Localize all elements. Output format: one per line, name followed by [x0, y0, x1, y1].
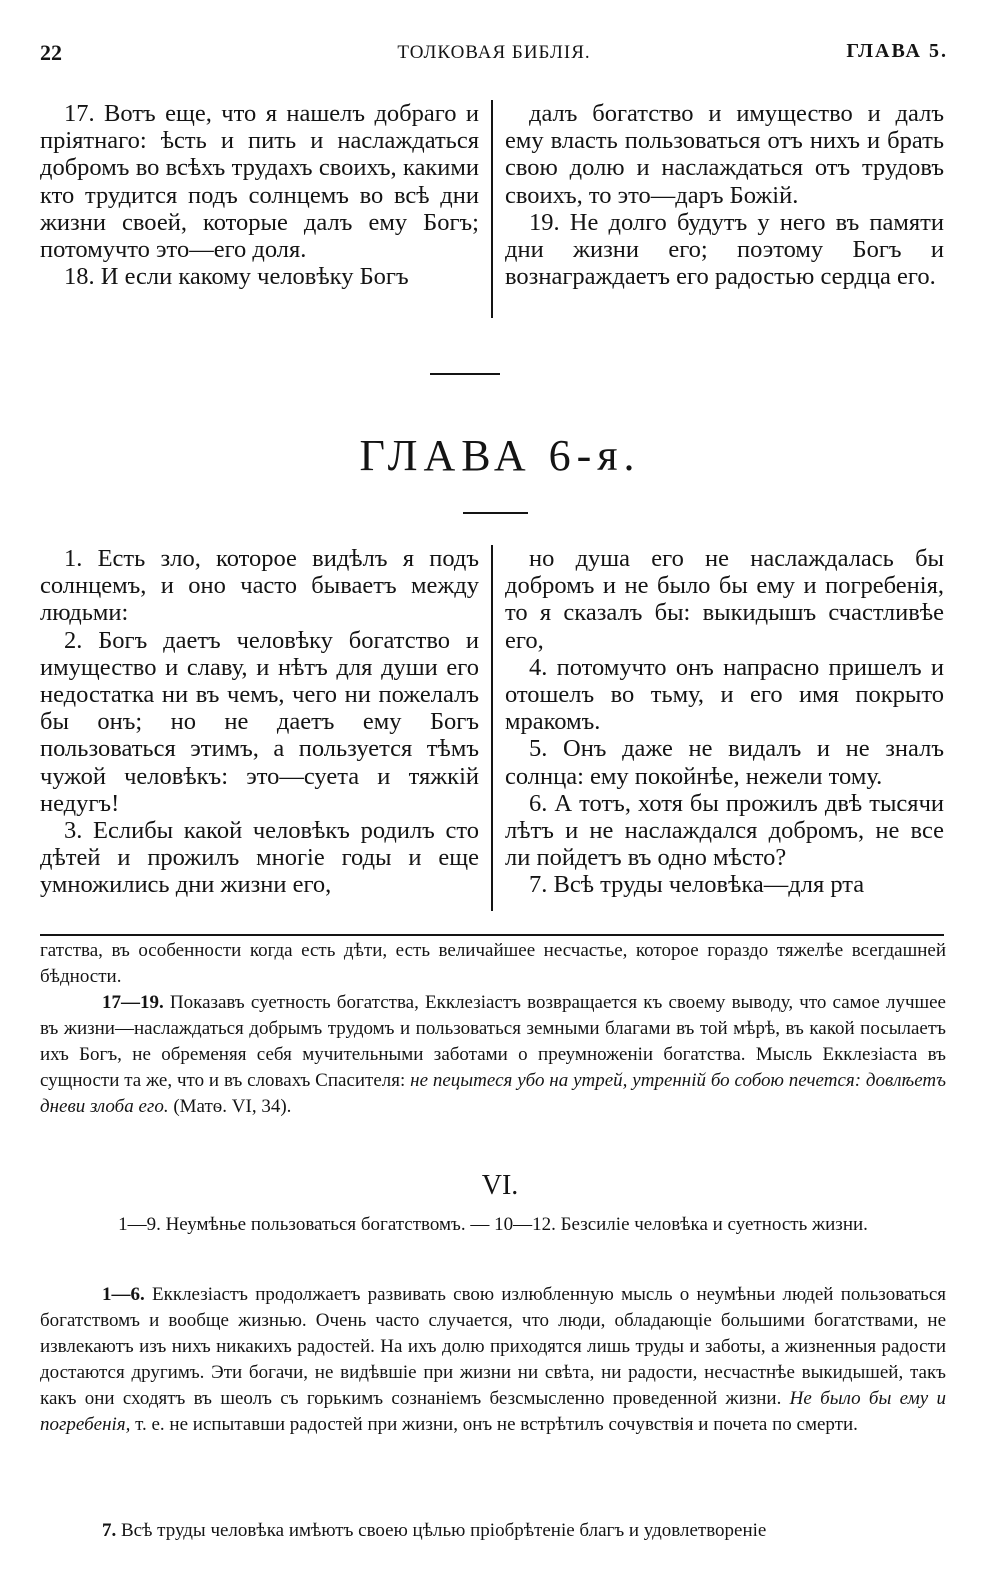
- commentary-continuation: гатства, въ особенности когда есть дѣти, есть величайшее несчастье, которое гораздо тяжелѣе всегдашней бѣдности.: [40, 940, 946, 987]
- commentary-text: Показавъ суетность богатства, Екклезіастъ возвращается къ своему выводу, что самое лучшее въ жизни—наслаждаться добрымъ трудомъ и пользоваться земными благами въ той мѣрѣ, въ какой посылаетъ ихъ Богъ, не обременяя себя мучительными заботами о преумноженіи богатства. Мысль Екклезіаста въ сущности та же, что и въ словахъ Спасителя:: [40, 992, 946, 1091]
- book-title: ТОЛКОВАЯ БИБЛІЯ.: [397, 42, 591, 63]
- commentary-text: Всѣ труды человѣка имѣютъ своею цѣлью пріобрѣтеніе благъ и удовлетвореніе: [116, 1520, 767, 1541]
- verse-17: 17. Вотъ еще, что я нашелъ добраго и пріятнаго: ѣсть и пить и наслаждаться добромъ во всѣхъ трудахъ своихъ, какими кто трудится подъ солнцемъ во всѣ дни жизни своей, которые далъ ему Богъ; потомучто это—его доля.: [40, 100, 479, 264]
- chapter-5-verses: [40, 100, 944, 318]
- left-column: [40, 545, 493, 911]
- verse-1: 1. Есть зло, которое видѣлъ я подъ солнцемъ, и оно часто бываетъ между людьми:: [40, 545, 479, 627]
- verse-5: 5. Онъ даже не видалъ и не зналъ солнца: ему покойнѣе, нежели тому.: [505, 735, 944, 790]
- verse-6: 6. А тотъ, хотя бы прожилъ двѣ тысячи лѣтъ и не наслаждался добромъ, не все ли пойдетъ въ одно мѣсто?: [505, 789, 944, 872]
- chapter-6-verses: [40, 545, 944, 911]
- right-column: [493, 100, 944, 318]
- right-column: [493, 545, 944, 911]
- commentary-text-end: т. е. не испытавши радостей при жизни, онъ не встрѣтилъ сочувствія и почета по смерти.: [130, 1414, 858, 1435]
- commentary-17-19: [40, 990, 946, 1120]
- chapter-rule-bottom: [463, 512, 528, 514]
- commentary-verse-ref: 17—19.: [102, 992, 164, 1013]
- chapter-rule-top: [430, 373, 500, 375]
- page-number: 22: [40, 40, 62, 65]
- section-number: VI.: [481, 1170, 519, 1201]
- verse-3-cont: но душа его не наслаждалась бы добромъ и не было бы ему и погребенія, то я сказалъ бы: выкидышъ счастливѣе его,: [505, 545, 944, 654]
- scripture-reference: (Матѳ. VI, 34).: [168, 1096, 292, 1117]
- verse-3: 3. Еслибы какой человѣкъ родилъ сто дѣтей и прожилъ многіе годы и еще умножились дни жизни его,: [40, 817, 479, 899]
- verse-2: 2. Богъ даетъ человѣку богатство и имущество и славу, и нѣтъ для души его недостатка ни въ чемъ, чего ни пожелалъ бы онъ; но не даетъ ему Богъ пользоваться этимъ, а пользуется тѣмъ чужой человѣкъ: это—суета и тяжкій недугъ!: [40, 626, 479, 817]
- scripture-quote: не пецытеся убо на утрей, утренній бо собою печется: довлѣетъ дневи злоба его.: [40, 1070, 946, 1117]
- chapter-heading: ГЛАВА 6-я.: [359, 431, 641, 480]
- commentary-verse-ref: 1—6.: [102, 1284, 145, 1305]
- verse-4: 4. потомучто онъ напрасно пришелъ и отошелъ во тьму, и его имя покрыто мракомъ.: [505, 653, 944, 736]
- section-summary: 1—9. Неумѣнье пользоваться богатствомъ. — 10—12. Безсиліе человѣка и суетность жизни.: [118, 1214, 868, 1235]
- verse-18: 18. И если какому человѣку Богъ: [64, 263, 409, 291]
- commentary-text: Екклезіастъ продолжаетъ развивать свою излюбленную мысль о неумѣньи людей пользоваться богатствомъ и вообще жизнью. Очень часто случается, что люди, обладающіе большими богатствами, не извлекаютъ изъ нихъ никакихъ радостей. На ихъ долю приходятся лишь труды и заботы, а жизненныя радости достаются другимъ. Эти богачи, не видѣвшіе при жизни ни свѣта, ни радости, несчастнѣе выкидышей, такъ какъ они сходятъ въ шеолъ съ горькимъ сознаніемъ безсмысленно проведенной жизни.: [40, 1284, 946, 1409]
- verse-18-cont: далъ богатство и имущество и далъ ему власть пользоваться отъ нихъ и брать свою долю и наслаждаться отъ трудовъ своихъ, то это—даръ Божій.: [505, 100, 944, 209]
- verse-7: 7. Всѣ труды человѣка—для рта: [529, 871, 865, 899]
- running-header: [40, 40, 948, 80]
- commentary-divider: [40, 934, 944, 936]
- scripture-quote: Не было бы ему и погребенія,: [40, 1388, 946, 1435]
- commentary-7: [40, 1518, 946, 1544]
- running-chapter-label: ГЛАВА 5.: [846, 40, 948, 62]
- verse-19: 19. Не долго будутъ у него въ памяти дни жизни его; поэтому Богъ и вознаграждаетъ его радостью сердца его.: [505, 208, 944, 291]
- commentary-verse-ref: 7.: [102, 1520, 117, 1541]
- commentary-1-6: [40, 1282, 946, 1438]
- left-column: [40, 100, 493, 318]
